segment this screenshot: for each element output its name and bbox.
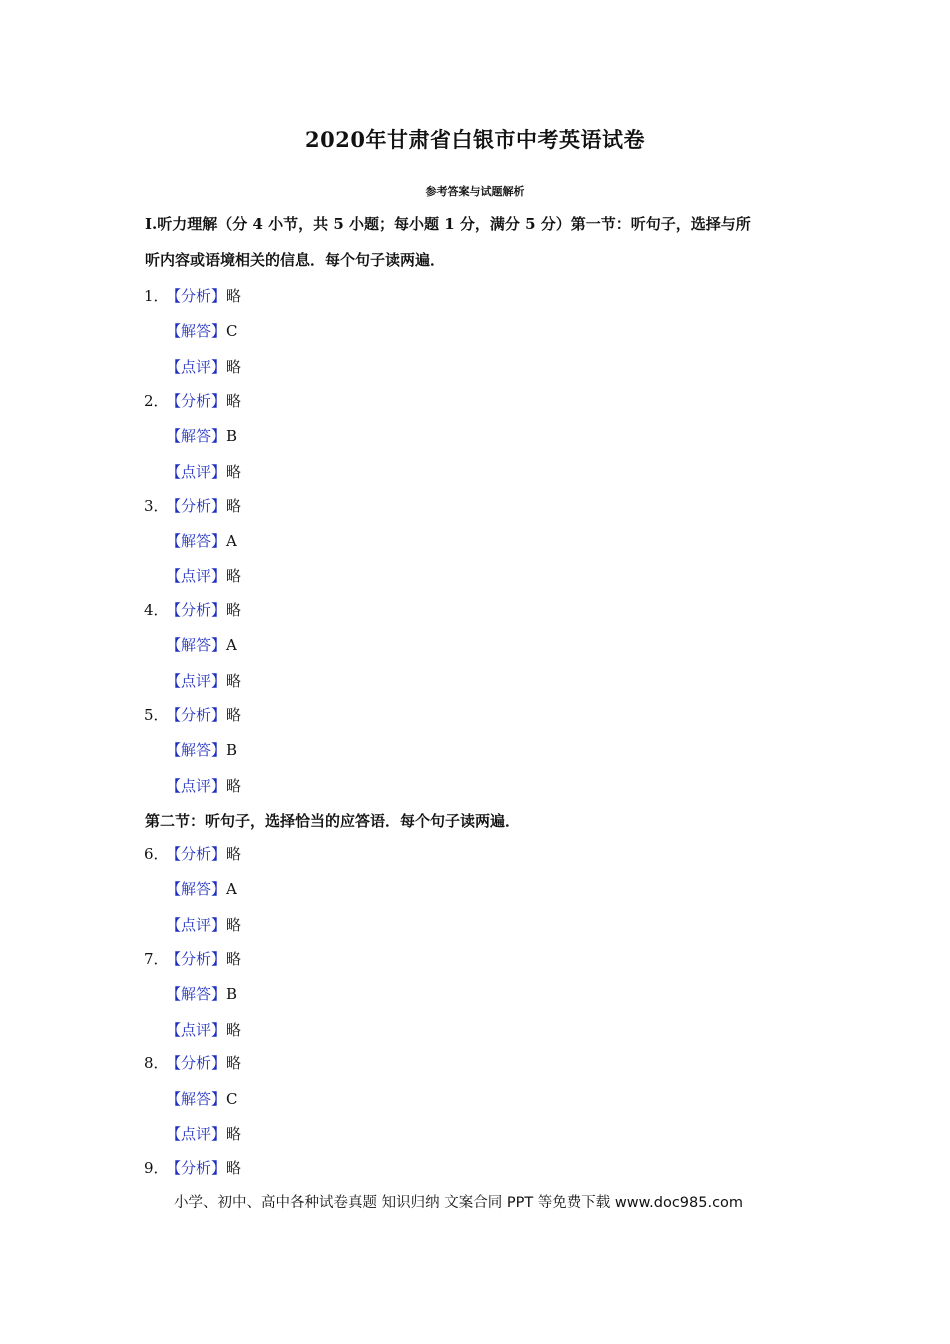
answer-tag: 【解答】 bbox=[166, 636, 227, 654]
answer-tag: 【解答】 bbox=[166, 322, 227, 340]
item-number: 8． bbox=[144, 1054, 169, 1072]
answer-text: C bbox=[226, 322, 238, 340]
comment-tag: 【点评】 bbox=[166, 1021, 227, 1039]
comment-tag: 【点评】 bbox=[166, 358, 227, 376]
comment-tag: 【点评】 bbox=[166, 916, 227, 934]
item-number: 2． bbox=[144, 392, 169, 410]
comment-tag: 【点评】 bbox=[166, 672, 227, 690]
analysis-tag: 【分析】 bbox=[166, 706, 227, 724]
answer-tag: 【解答】 bbox=[166, 427, 227, 445]
item-number: 9． bbox=[144, 1159, 169, 1177]
analysis-text: 略 bbox=[226, 1159, 242, 1177]
item-number: 7． bbox=[144, 950, 169, 968]
comment-text: 略 bbox=[226, 358, 242, 376]
page-title: 2020年甘肃省白银市中考英语试卷 bbox=[305, 127, 645, 152]
comment-text: 略 bbox=[226, 672, 242, 690]
answer-text: B bbox=[226, 985, 238, 1003]
analysis-text: 略 bbox=[226, 392, 242, 410]
analysis-text: 略 bbox=[226, 950, 242, 968]
answer-text: B bbox=[226, 741, 238, 759]
item-8-comment bbox=[166, 1124, 241, 1144]
analysis-text: 略 bbox=[226, 601, 242, 619]
item-7-answer bbox=[166, 984, 237, 1004]
answer-text: A bbox=[226, 636, 237, 654]
analysis-tag: 【分析】 bbox=[166, 845, 227, 863]
item-6-comment bbox=[166, 915, 241, 935]
answer-tag: 【解答】 bbox=[166, 880, 227, 898]
item-7-comment bbox=[166, 1020, 241, 1040]
analysis-text: 略 bbox=[226, 1054, 242, 1072]
analysis-tag: 【分析】 bbox=[166, 287, 227, 305]
page-footer: 小学、初中、高中各种试卷真题 知识归纳 文案合同 PPT 等免费下载 www.doc985.com bbox=[174, 1195, 744, 1211]
item-number: 5． bbox=[144, 706, 169, 724]
answer-text: A bbox=[226, 532, 237, 550]
analysis-text: 略 bbox=[226, 845, 242, 863]
analysis-tag: 【分析】 bbox=[166, 1159, 227, 1177]
comment-tag: 【点评】 bbox=[166, 567, 227, 585]
comment-text: 略 bbox=[226, 777, 242, 795]
item-5-answer bbox=[166, 740, 237, 760]
comment-text: 略 bbox=[226, 1021, 242, 1039]
item-number: 3． bbox=[144, 497, 169, 515]
item-9-analysis bbox=[144, 1158, 241, 1178]
section-heading-1-line1: Ⅰ.听力理解（分 4 小节，共 5 小题；每小题 1 分，满分 5 分）第一节：听句子，选择与所 bbox=[145, 215, 751, 233]
comment-text: 略 bbox=[226, 916, 242, 934]
item-5-comment bbox=[166, 776, 241, 796]
item-2-comment bbox=[166, 462, 241, 482]
item-4-analysis bbox=[144, 600, 241, 620]
answer-text: A bbox=[226, 880, 237, 898]
comment-text: 略 bbox=[226, 1125, 242, 1143]
item-1-answer bbox=[166, 321, 238, 341]
item-2-analysis bbox=[144, 391, 241, 411]
analysis-text: 略 bbox=[226, 287, 242, 305]
item-number: 4． bbox=[144, 601, 169, 619]
comment-tag: 【点评】 bbox=[166, 777, 227, 795]
item-3-comment bbox=[166, 566, 241, 586]
section-heading-1-line2: 听内容或语境相关的信息．每个句子读两遍． bbox=[145, 251, 446, 269]
item-6-analysis bbox=[144, 844, 241, 864]
analysis-tag: 【分析】 bbox=[166, 1054, 227, 1072]
item-6-answer bbox=[166, 879, 237, 899]
answer-tag: 【解答】 bbox=[166, 1090, 227, 1108]
comment-text: 略 bbox=[226, 463, 242, 481]
item-1-comment bbox=[166, 357, 241, 377]
analysis-text: 略 bbox=[226, 497, 242, 515]
item-8-analysis bbox=[144, 1053, 241, 1073]
page-subtitle: 参考答案与试题解析 bbox=[425, 185, 525, 198]
comment-tag: 【点评】 bbox=[166, 1125, 227, 1143]
section-heading-2-line1: 第二节：听句子，选择恰当的应答语．每个句子读两遍． bbox=[145, 812, 521, 830]
analysis-tag: 【分析】 bbox=[166, 601, 227, 619]
analysis-tag: 【分析】 bbox=[166, 497, 227, 515]
item-8-answer bbox=[166, 1089, 238, 1109]
answer-text: B bbox=[226, 427, 238, 445]
answer-tag: 【解答】 bbox=[166, 741, 227, 759]
item-1-analysis bbox=[144, 286, 241, 306]
section-heading-2 bbox=[145, 803, 815, 839]
analysis-tag: 【分析】 bbox=[166, 392, 227, 410]
item-4-comment bbox=[166, 671, 241, 691]
comment-tag: 【点评】 bbox=[166, 463, 227, 481]
item-number: 1． bbox=[144, 287, 169, 305]
item-4-answer bbox=[166, 635, 237, 655]
item-5-analysis bbox=[144, 705, 241, 725]
analysis-tag: 【分析】 bbox=[166, 950, 227, 968]
item-number: 6． bbox=[144, 845, 169, 863]
item-7-analysis bbox=[144, 949, 241, 969]
comment-text: 略 bbox=[226, 567, 242, 585]
answer-tag: 【解答】 bbox=[166, 532, 227, 550]
item-2-answer bbox=[166, 426, 237, 446]
item-3-answer bbox=[166, 531, 237, 551]
analysis-text: 略 bbox=[226, 706, 242, 724]
answer-text: C bbox=[226, 1090, 238, 1108]
section-heading-1 bbox=[145, 206, 815, 278]
answer-tag: 【解答】 bbox=[166, 985, 227, 1003]
item-3-analysis bbox=[144, 496, 241, 516]
